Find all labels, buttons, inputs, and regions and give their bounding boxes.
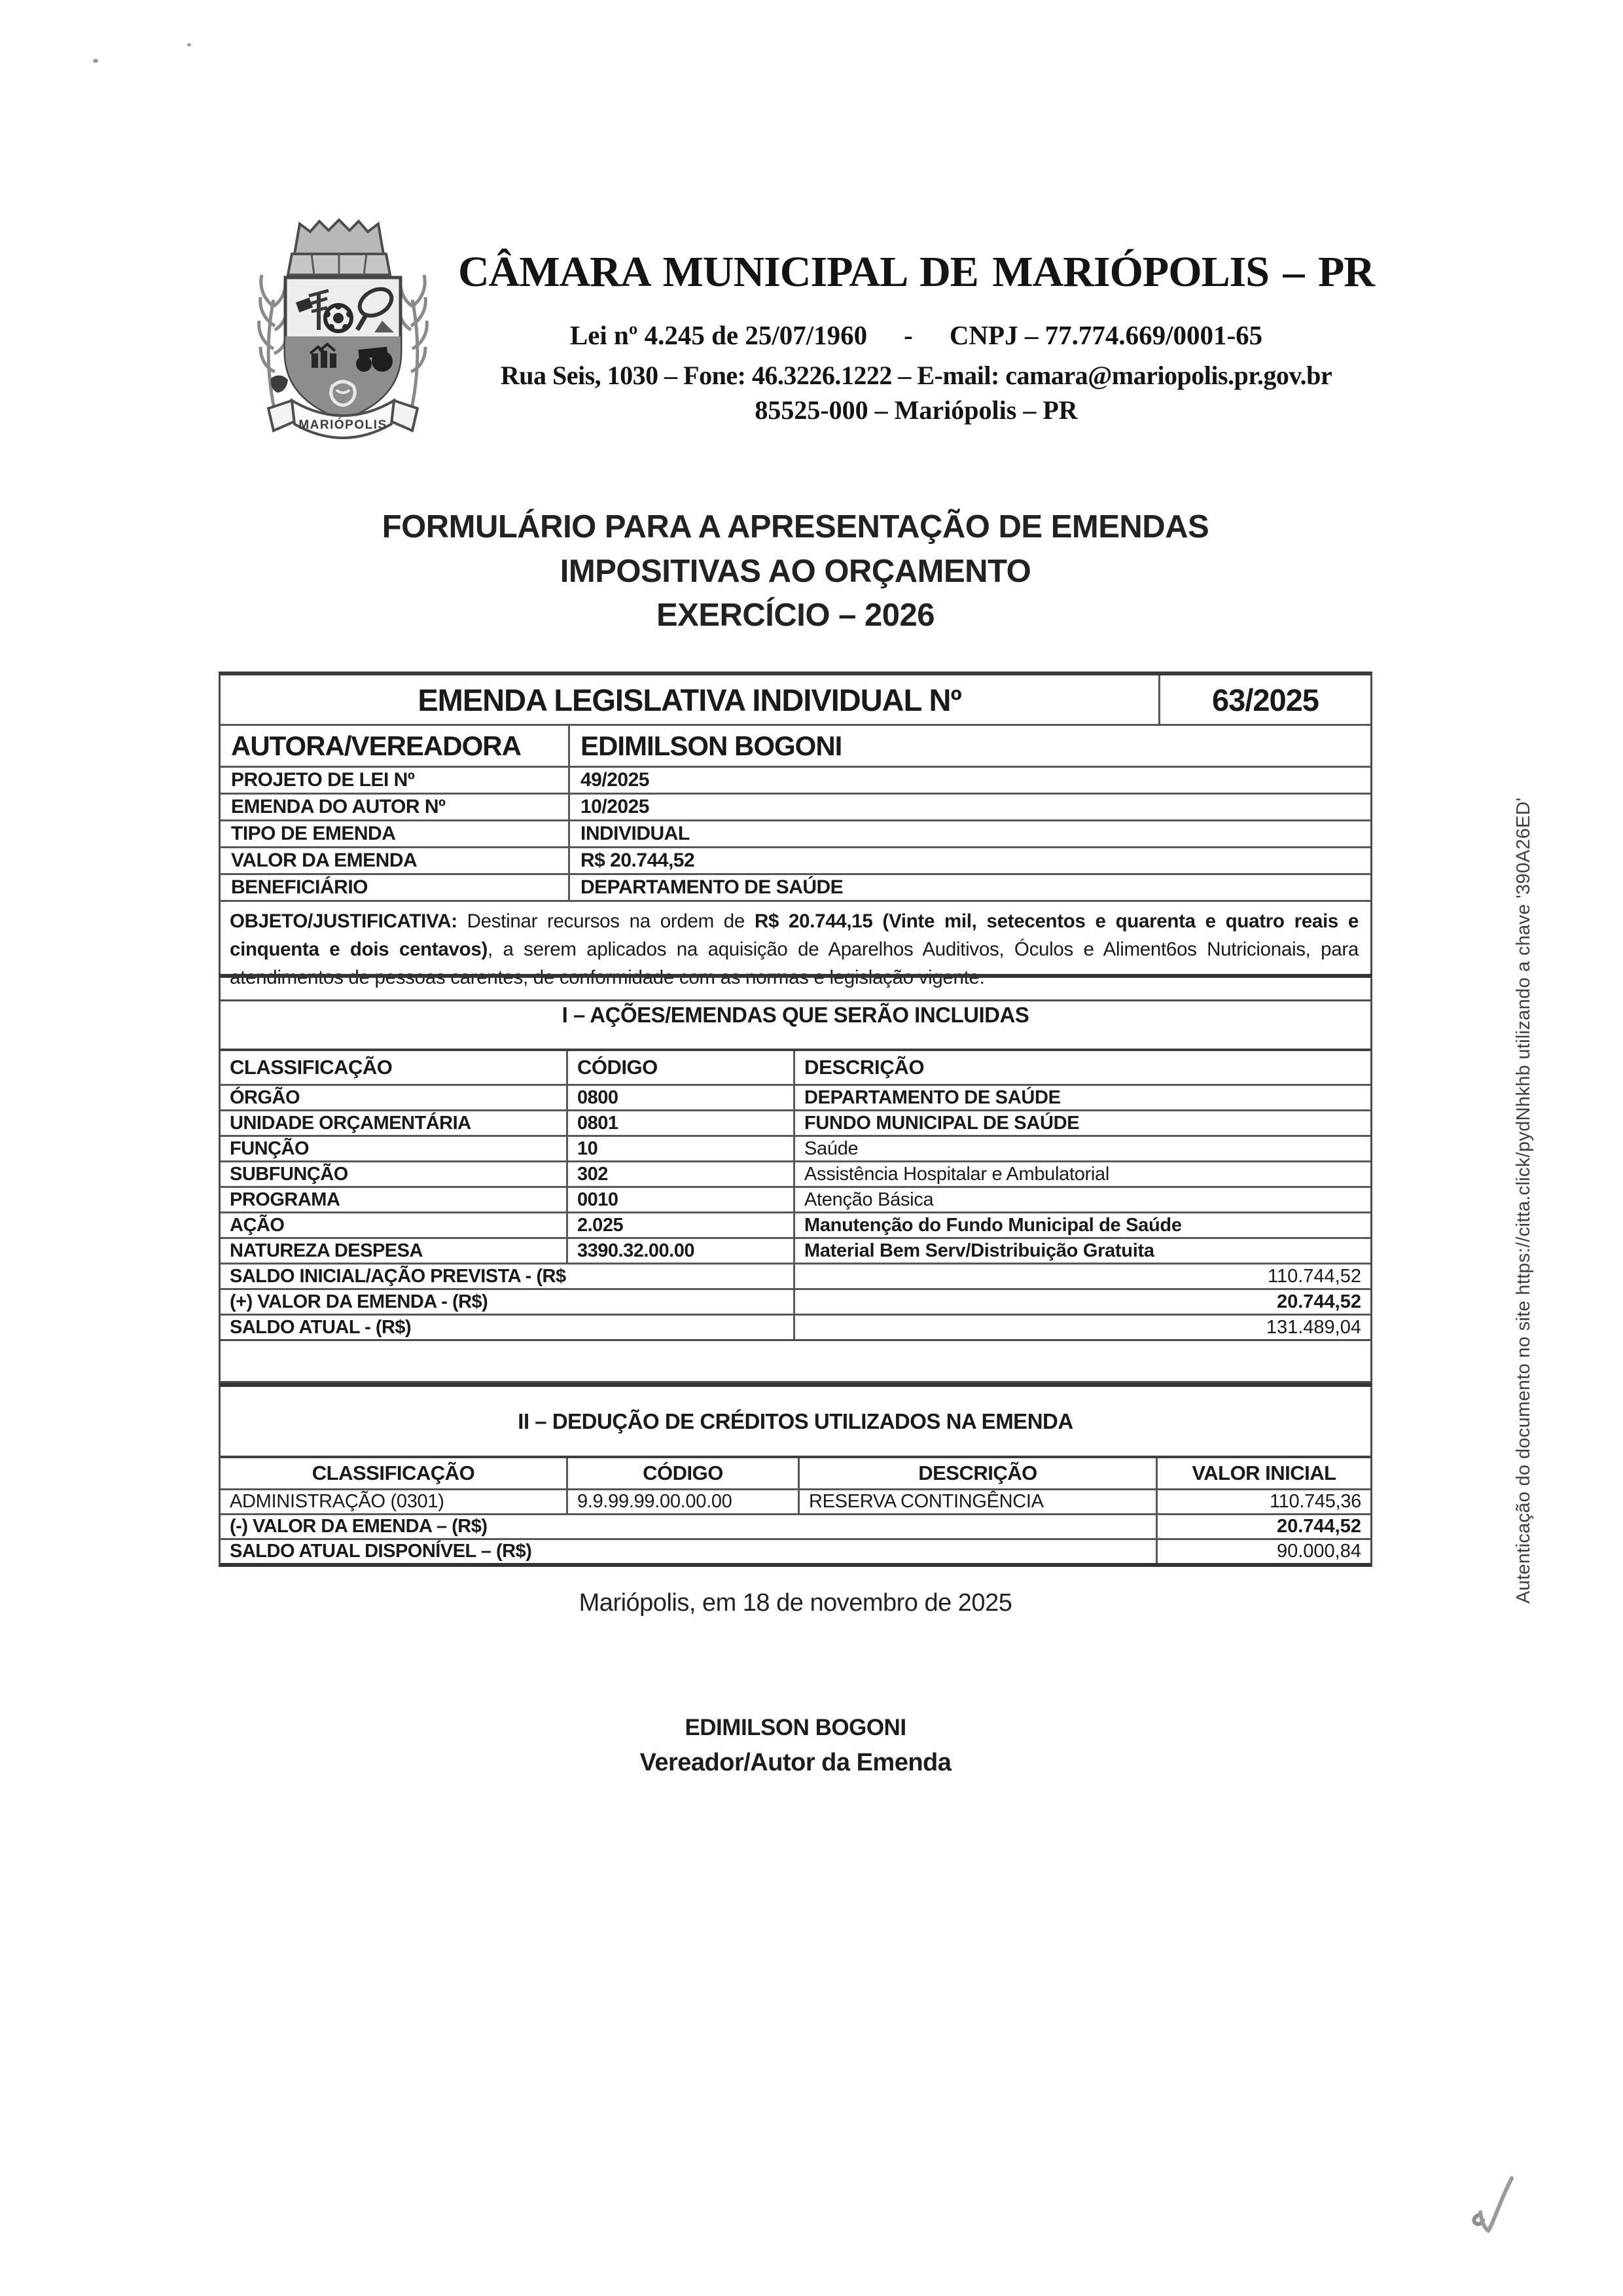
classification-cell: ADMINISTRAÇÃO (0301) [230, 1491, 444, 1512]
section-2-table [221, 1456, 1370, 1563]
table-row [221, 1488, 1370, 1513]
total-label: (-) VALOR DA EMENDA – (R$) [230, 1516, 488, 1537]
signature-name: EDIMILSON BOGONI [685, 1715, 906, 1740]
row-value: 10/2025 [568, 795, 1370, 819]
total-label: SALDO ATUAL DISPONÍVEL – (R$) [230, 1541, 532, 1562]
saldo-label: SALDO ATUAL - (R$) [230, 1316, 412, 1338]
saldo-row [221, 1314, 1370, 1339]
scan-speck [187, 43, 191, 46]
table-row [221, 1237, 1370, 1263]
cnpj: CNPJ – 77.774.669/0001-65 [949, 320, 1263, 350]
description-cell: Assistência Hospitalar e Ambulatorial [793, 1162, 1370, 1186]
justification-amount: R$ 20.744,15 (Vinte mil, setecentos e quarenta e quatro reais e cinquenta e dois centavos) [230, 910, 1359, 961]
city-line: 85525-000 – Mariópolis – PR [755, 395, 1078, 425]
municipal-coat-of-arms-logo [254, 215, 432, 458]
signature-block [219, 1715, 1372, 1777]
row-value: R$ 20.744,52 [568, 848, 1370, 873]
description-cell: Material Bem Serv/Distribuição Gratuita [793, 1239, 1370, 1263]
form-title [219, 505, 1372, 638]
code-cell: 9.9.99.99.00.00.00 [566, 1490, 798, 1513]
table-row [221, 675, 1370, 724]
justification-label: OBJETO/JUSTIFICATIVA: [230, 910, 457, 932]
section-2-heading: II – DEDUÇÃO DE CRÉDITOS UTILIZADOS NA EMENDA [518, 1409, 1073, 1433]
classification-cell: FUNÇÃO [230, 1138, 310, 1159]
column-header: CÓDIGO [566, 1051, 793, 1084]
organization-name: CÂMARA MUNICIPAL DE MARIÓPOLIS – PR [458, 248, 1374, 296]
column-header: CLASSIFICAÇÃO [312, 1462, 475, 1484]
total-value: 20.744,52 [1156, 1515, 1370, 1538]
autora-label: AUTORA/VEREADORA [231, 730, 521, 761]
pen-checkmark [1465, 2174, 1537, 2253]
saldo-value: 110.744,52 [793, 1265, 1370, 1288]
table-row [221, 1186, 1370, 1211]
code-cell: 0800 [566, 1086, 793, 1109]
corn-ear-left [271, 375, 288, 393]
total-value: 90.000,84 [1156, 1540, 1370, 1563]
description-cell: RESERVA CONTINGÊNCIA [798, 1490, 1156, 1513]
ribbon-text: MARIÓPOLIS [298, 418, 387, 432]
code-cell: 0010 [566, 1188, 793, 1211]
table-row [221, 846, 1370, 873]
signature-role: Vereador/Autor da Emenda [639, 1749, 952, 1776]
justification-text: , a serem aplicados na aquisição de Aparelhos Auditivos, Óculos e Aliment6os Nutricionais, para atendimentos de pessoas carentes, de conformidade com as normas e legislação vigente. [230, 939, 1359, 989]
form-title-line3: EXERCÍCIO – 2026 [656, 598, 935, 634]
table-row [221, 1160, 1370, 1186]
classification-cell: SUBFUNÇÃO [230, 1163, 348, 1185]
justification-text: Destinar recursos na ordem de [457, 910, 755, 932]
row-label: EMENDA DO AUTOR Nº [231, 796, 446, 817]
corn-stalk-left [259, 275, 287, 418]
column-header: VALOR INICIAL [1156, 1458, 1370, 1488]
row-value: 49/2025 [568, 768, 1370, 793]
letterhead [432, 247, 1400, 425]
authentication-strip: Autenticação do documento no site https://citta.click/pydNhkhb utilizando a chave '390A26ED' [1513, 797, 1534, 1604]
column-header: DESCRIÇÃO [798, 1458, 1156, 1488]
table-header-row [221, 1458, 1370, 1488]
table-row [221, 1084, 1370, 1109]
description-cell: Manutenção do Fundo Municipal de Saúde [793, 1213, 1370, 1237]
table-header-row [221, 1051, 1370, 1084]
code-cell: 0801 [566, 1111, 793, 1135]
mural-crown [288, 220, 390, 275]
emenda-number: 63/2025 [1158, 675, 1370, 724]
code-cell: 3390.32.00.00 [566, 1239, 793, 1263]
saldo-value: 131.489,04 [793, 1316, 1370, 1339]
form-title-line1: FORMULÁRIO PARA A APRESENTAÇÃO DE EMENDAS [382, 509, 1209, 545]
section-1-heading: I – AÇÕES/EMENDAS QUE SERÃO INCLUIDAS [562, 1003, 1029, 1027]
autora-value: EDIMILSON BOGONI [568, 726, 1370, 766]
code-cell: 2.025 [566, 1213, 793, 1237]
saldo-label: (+) VALOR DA EMENDA - (R$) [230, 1291, 488, 1312]
address-line: Rua Seis, 1030 – Fone: 46.3226.1222 – E-mail: camara@mariopolis.pr.gov.br [500, 361, 1332, 390]
table-row [221, 766, 1370, 793]
emenda-title-label: EMENDA LEGISLATIVA INDIVIDUAL Nº [418, 682, 961, 717]
row-label: BENEFICIÁRIO [231, 876, 368, 898]
table-row [221, 1109, 1370, 1135]
classification-cell: ÓRGÃO [230, 1086, 300, 1108]
classification-cell: AÇÃO [230, 1214, 285, 1236]
separator-dash: - [904, 320, 913, 350]
shield [285, 278, 401, 422]
saldo-row [221, 1263, 1370, 1288]
row-value: DEPARTAMENTO DE SAÚDE [568, 875, 1370, 900]
table-row [221, 819, 1370, 846]
form-title-line2: IMPOSITIVAS AO ORÇAMENTO [560, 553, 1031, 589]
section-1-table [221, 1049, 1370, 1341]
code-cell: 10 [566, 1137, 793, 1160]
section-2-box [219, 1383, 1372, 1567]
table-row [221, 1135, 1370, 1160]
row-value: INDIVIDUAL [568, 821, 1370, 846]
section-1-box [219, 974, 1372, 1383]
table-row [221, 724, 1370, 766]
column-header: DESCRIÇÃO [793, 1051, 1370, 1084]
total-row [221, 1538, 1370, 1563]
classification-cell: UNIDADE ORÇAMENTÁRIA [230, 1112, 471, 1134]
table-row [221, 793, 1370, 819]
saldo-row [221, 1288, 1370, 1314]
corn-stalk-right [399, 275, 427, 418]
description-cell: Saúde [793, 1137, 1370, 1160]
saldo-label: SALDO INICIAL/AÇÃO PREVISTA - (R$ [230, 1265, 566, 1287]
description-cell: FUNDO MUNICIPAL DE SAÚDE [793, 1111, 1370, 1135]
row-label: TIPO DE EMENDA [231, 823, 396, 844]
value-cell: 110.745,36 [1156, 1490, 1370, 1513]
saldo-value: 20.744,52 [793, 1290, 1370, 1314]
code-cell: 302 [566, 1162, 793, 1186]
emenda-identification-table [219, 672, 1372, 1001]
total-row [221, 1513, 1370, 1538]
classification-cell: NATUREZA DESPESA [230, 1240, 423, 1261]
law-number: Lei nº 4.245 de 25/07/1960 [569, 320, 868, 350]
table-row [221, 1211, 1370, 1237]
column-header: CLASSIFICAÇÃO [230, 1056, 393, 1079]
row-label: PROJETO DE LEI Nº [231, 769, 415, 791]
scan-speck [93, 59, 98, 63]
law-cnpj-line [432, 319, 1400, 351]
description-cell: Atenção Básica [793, 1188, 1370, 1211]
table-row [221, 873, 1370, 900]
description-cell: DEPARTAMENTO DE SAÚDE [793, 1086, 1370, 1109]
classification-cell: PROGRAMA [230, 1189, 340, 1210]
column-header: CÓDIGO [566, 1458, 798, 1488]
row-label: VALOR DA EMENDA [231, 850, 418, 871]
date-line: Mariópolis, em 18 de novembro de 2025 [579, 1589, 1012, 1617]
